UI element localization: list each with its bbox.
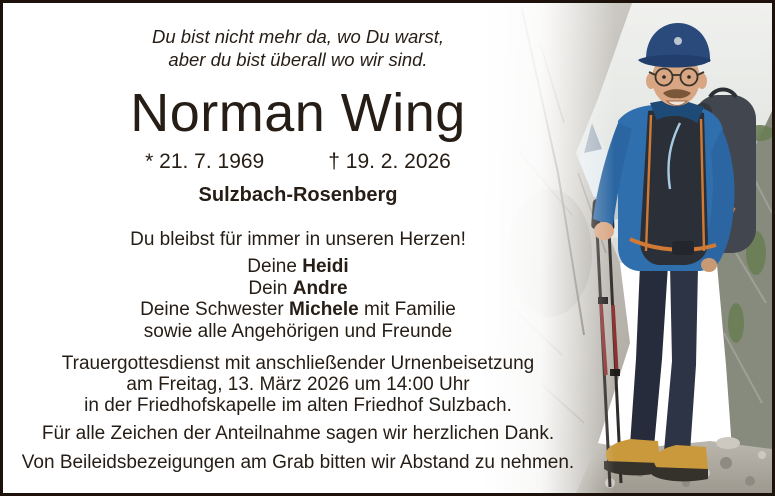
city-name: Sulzbach-Rosenberg bbox=[198, 184, 398, 206]
mourners-extra: sowie alle Angehörigen und Freunde bbox=[143, 320, 453, 342]
mourner-line: Dein Andre bbox=[248, 277, 348, 299]
birth-date: * 21. 7. 1969 bbox=[145, 150, 265, 173]
right-hand bbox=[701, 258, 717, 272]
mourner-line: Deine Schwester Michele mit Familie bbox=[140, 299, 456, 320]
quote-line-2: aber du bist überall wo wir sind. bbox=[168, 49, 428, 70]
deceased-name: Norman Wing bbox=[130, 83, 466, 143]
mourners-list bbox=[3, 256, 593, 342]
quote-line-1: Du bist nicht mehr da, wo Du warst, bbox=[152, 26, 444, 47]
life-dates bbox=[3, 150, 593, 174]
service-line-3: in der Friedhofskapelle im alten Friedhof Sulzbach. bbox=[84, 395, 512, 416]
service-line-2: am Freitag, 13. März 2026 um 14:00 Uhr bbox=[126, 374, 470, 395]
obituary-text bbox=[3, 3, 593, 493]
service-line-1: Trauergottesdienst mit anschließender Urnenbeisetzung bbox=[61, 353, 535, 374]
memorial-quote bbox=[3, 25, 593, 71]
remembrance-line: Du bleibst für immer in unseren Herzen! bbox=[130, 229, 466, 250]
condolence-line: Von Beileidsbezeigungen am Grab bitten wir Abstand zu nehmen. bbox=[21, 452, 575, 473]
pants bbox=[630, 265, 698, 453]
service-details bbox=[3, 353, 593, 416]
thanks-line: Für alle Zeichen der Anteilnahme sagen wir herzlichen Dank. bbox=[41, 423, 555, 444]
mourner-line: Deine Heidi bbox=[247, 256, 349, 277]
death-date: † 19. 2. 2026 bbox=[328, 150, 451, 173]
